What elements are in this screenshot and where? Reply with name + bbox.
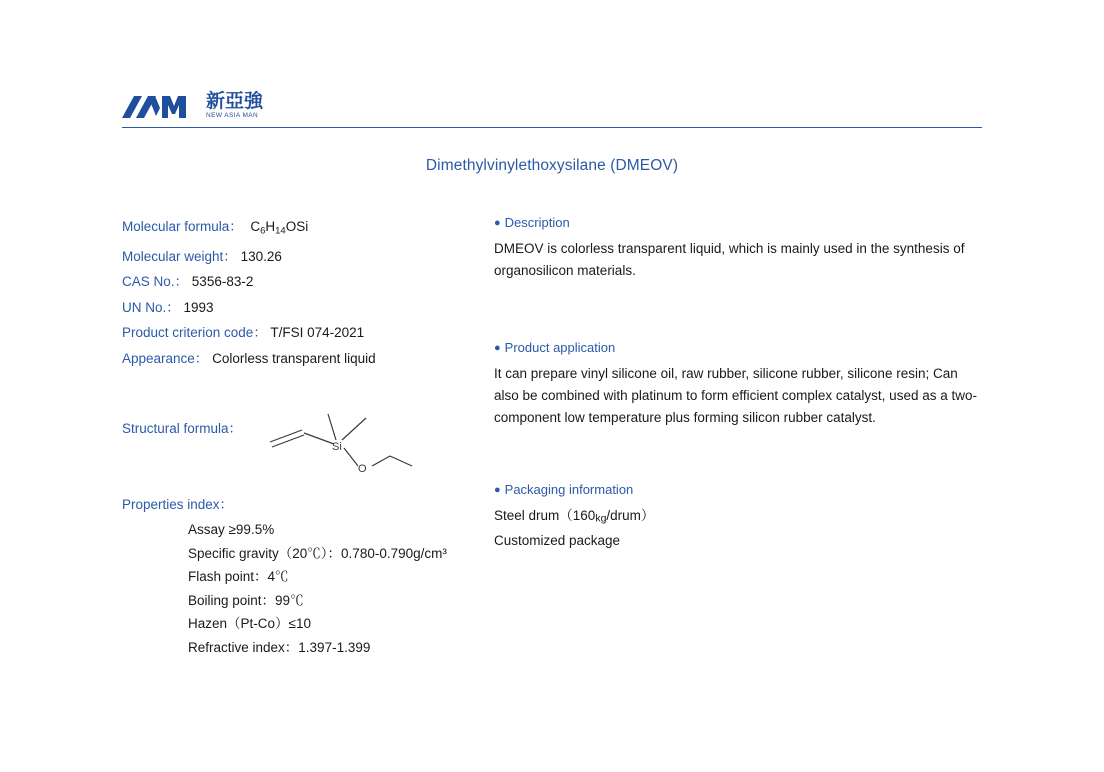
property-molecular-weight	[122, 244, 482, 270]
section-product-application	[494, 337, 986, 429]
list-item: Specific gravity（20℃）：0.780-0.790g/cm³	[188, 545, 447, 561]
properties-index-list	[122, 518, 522, 659]
atom-label-si: Si	[332, 441, 342, 453]
property-value: 130.26	[240, 248, 282, 264]
header-divider	[122, 127, 982, 128]
product-properties-list	[122, 214, 482, 371]
logo-wordmark-en: NEW ASIA MAN	[206, 111, 259, 119]
description-text: DMEOV is colorless transparent liquid, which is mainly used in the synthesis of organosilicon materials.	[494, 241, 965, 278]
property-label: Molecular weight：	[122, 248, 237, 264]
bullet-icon: ●	[494, 217, 501, 229]
property-label: Product criterion code：	[122, 325, 267, 341]
structural-formula-label: Structural formula：	[122, 421, 243, 436]
application-text: It can prepare vinyl silicone oil, raw rubber, silicone rubber, silicone resin; Can also be combined with platinum to form efficient complex catalyst, used as a two-component low temperature plus forming silicon rubber catalyst.	[494, 366, 977, 425]
header	[122, 86, 982, 120]
logo-wordmark-cn: 新亞強	[206, 89, 264, 112]
property-value: Colorless transparent liquid	[212, 350, 376, 366]
property-label: Molecular formula：	[122, 219, 243, 234]
page-title: Dimethylvinylethoxysilane (DMEOV)	[425, 157, 679, 174]
section-heading	[494, 337, 986, 360]
properties-index-block	[122, 494, 522, 659]
spacer	[494, 429, 986, 479]
property-value: T/FSI 074-2021	[270, 325, 365, 341]
property-value: $C_6H_{14}OSi$	[246, 219, 309, 237]
list-item: Refractive index：1.397-1.399	[188, 639, 371, 655]
section-heading	[494, 212, 986, 235]
section-heading-label: Product application	[504, 340, 616, 355]
section-packaging	[494, 479, 986, 552]
property-label: Appearance：	[122, 350, 209, 366]
packaging-suffix: /drum）	[606, 508, 655, 523]
bullet-icon: ●	[494, 484, 501, 496]
property-label: CAS No.：	[122, 274, 189, 290]
property-un-no	[122, 295, 482, 321]
spacer	[494, 282, 986, 337]
properties-index-label: Properties index：	[122, 497, 234, 512]
packaging-unit: kg	[595, 512, 607, 525]
logo-mark-icon	[122, 94, 200, 120]
section-heading-label: Packaging information	[504, 482, 634, 497]
property-cas-no	[122, 269, 482, 295]
section-body	[494, 363, 986, 429]
list-item: Boiling point：99℃	[188, 592, 304, 608]
packaging-line-2: Customized package	[494, 532, 621, 548]
property-molecular-formula	[122, 214, 482, 244]
property-label: UN No.：	[122, 299, 180, 315]
packaging-line-1	[494, 505, 986, 530]
structural-formula-block	[122, 400, 542, 490]
bullet-icon: ●	[494, 342, 501, 354]
section-body	[494, 505, 986, 552]
list-item: Hazen（Pt-Co）≤10	[188, 616, 311, 631]
property-value: 5356-83-2	[191, 274, 254, 290]
section-body	[494, 238, 986, 282]
section-heading	[494, 479, 986, 502]
list-item: Flash point：4℃	[188, 569, 289, 584]
section-description	[494, 212, 986, 282]
packaging-prefix: Steel drum（160	[494, 508, 596, 523]
section-heading-label: Description	[504, 215, 570, 230]
right-column	[494, 212, 986, 552]
property-criterion-code	[122, 320, 482, 346]
company-logo	[122, 86, 982, 120]
atom-label-o: O	[358, 463, 367, 475]
list-item: Assay ≥99.5%	[188, 522, 275, 537]
property-appearance	[122, 346, 482, 372]
logo-wordmark	[206, 89, 264, 121]
property-value: 1993	[183, 299, 214, 315]
